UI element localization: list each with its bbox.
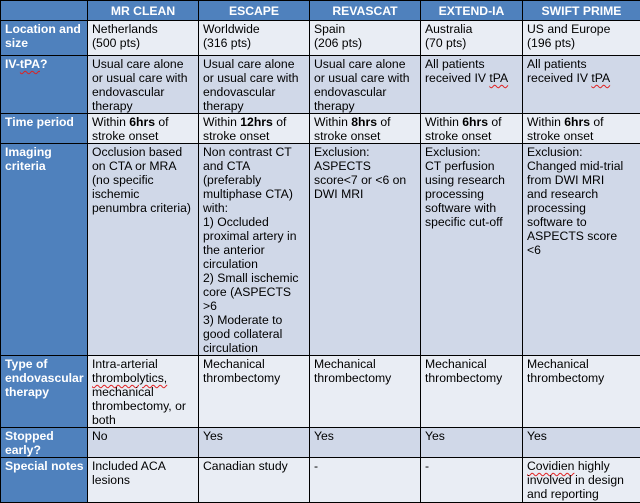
cell-text-line: software to bbox=[527, 215, 587, 229]
cell-iv-tpa-revascat bbox=[310, 56, 421, 114]
row-header-line: therapy bbox=[5, 385, 50, 399]
row-header-line: Special notes bbox=[5, 459, 84, 473]
column-header-revascat: REVASCAT bbox=[310, 1, 421, 21]
cell-text-line: - bbox=[425, 459, 430, 473]
cell-text-line: (196 pts) bbox=[527, 36, 576, 50]
cell-text-line: Yes bbox=[425, 429, 445, 443]
column-header-swift-prime: SWIFT PRIME bbox=[523, 1, 640, 21]
table-row-type-of-endovascular-therapy bbox=[1, 356, 640, 428]
cell-text-line: proximal artery in bbox=[203, 229, 297, 243]
cell-text-line: >6 bbox=[203, 299, 217, 313]
cell-text-line: processing bbox=[527, 201, 586, 215]
cell-special-notes-swift-prime bbox=[523, 458, 640, 503]
row-header-line: Time period bbox=[5, 115, 74, 129]
cell-special-notes-revascat bbox=[310, 458, 421, 503]
cell-special-notes-mr-clean bbox=[88, 458, 199, 503]
cell-imaging-criteria-mr-clean bbox=[88, 144, 199, 356]
cell-text-line: therapy bbox=[92, 99, 133, 113]
cell-imaging-criteria-swift-prime bbox=[523, 144, 640, 356]
cell-iv-tpa-escape bbox=[199, 56, 310, 114]
table-body bbox=[1, 1, 640, 503]
cell-text-line: or usual care with bbox=[314, 71, 410, 85]
cell-type-of-endovascular-therapy-revascat bbox=[310, 356, 421, 428]
cell-text-line: thrombectomy bbox=[314, 371, 392, 385]
cell-text-line: Exclusion: bbox=[425, 145, 481, 159]
cell-text-line: DWI MRI bbox=[314, 187, 364, 201]
cell-text-line: specific cut-off bbox=[425, 215, 503, 229]
cell-special-notes-escape bbox=[199, 458, 310, 503]
cell-text-line: Yes bbox=[203, 429, 223, 443]
column-header-mr-clean: MR CLEAN bbox=[88, 1, 199, 21]
cell-type-of-endovascular-therapy-mr-clean bbox=[88, 356, 199, 428]
cell-text-line: 1) Occluded bbox=[203, 215, 269, 229]
cell-text-line: (500 pts) bbox=[92, 36, 141, 50]
cell-text-line: Within 6hrs of bbox=[527, 115, 604, 129]
cell-text-line: (no specific bbox=[92, 173, 154, 187]
cell-text-line: stroke onset bbox=[527, 129, 594, 143]
table-row-location-and-size bbox=[1, 21, 640, 56]
cell-text-line: on CTA or MRA bbox=[92, 159, 177, 173]
cell-text-line: (316 pts) bbox=[203, 36, 252, 50]
cell-text-line: Mechanical bbox=[203, 357, 265, 371]
cell-location-and-size-revascat bbox=[310, 21, 421, 56]
row-header-line: criteria bbox=[5, 159, 46, 173]
cell-type-of-endovascular-therapy-swift-prime bbox=[523, 356, 640, 428]
cell-imaging-criteria-extend-ia bbox=[421, 144, 523, 356]
table-row-iv-tpa bbox=[1, 56, 640, 114]
cell-text-line: the anterior bbox=[203, 243, 265, 257]
cell-text-line: Within 12hrs of bbox=[203, 115, 287, 129]
cell-text-line: mechanical bbox=[92, 385, 154, 399]
table-row-time-period bbox=[1, 114, 640, 144]
cell-text-line: Mechanical bbox=[314, 357, 376, 371]
cell-text-line: Worldwide bbox=[203, 22, 260, 36]
cell-text-line: penumbra criteria) bbox=[92, 201, 191, 215]
cell-text-line: received IV tPA bbox=[527, 71, 611, 85]
cell-text-line: Exclusion: bbox=[314, 145, 370, 159]
cell-text-line: received IV tPA bbox=[425, 71, 509, 85]
header-row bbox=[1, 1, 640, 21]
cell-text-line: No bbox=[92, 429, 108, 443]
row-header-line: Stopped bbox=[5, 429, 54, 443]
corner-cell bbox=[1, 1, 88, 21]
cell-location-and-size-extend-ia bbox=[421, 21, 523, 56]
cell-text-line: Yes bbox=[314, 429, 334, 443]
table-row-special-notes bbox=[1, 458, 640, 503]
cell-type-of-endovascular-therapy-extend-ia bbox=[421, 356, 523, 428]
cell-text-line: thrombectomy bbox=[425, 371, 503, 385]
cell-text-line: ischemic bbox=[92, 187, 140, 201]
cell-text-line: Within 6hrs of bbox=[92, 115, 169, 129]
cell-text-line: Spain bbox=[314, 22, 346, 36]
cell-time-period-extend-ia bbox=[421, 114, 523, 144]
cell-text-line: CT perfusion bbox=[425, 159, 495, 173]
cell-text-line: (70 pts) bbox=[425, 36, 467, 50]
cell-time-period-escape bbox=[199, 114, 310, 144]
cell-location-and-size-swift-prime bbox=[523, 21, 640, 56]
cell-text-line: processing bbox=[425, 187, 484, 201]
cell-iv-tpa-mr-clean bbox=[88, 56, 199, 114]
cell-text-line: circulation bbox=[203, 257, 258, 271]
cell-text-line: Within 8hrs of bbox=[314, 115, 391, 129]
cell-text-line: ASPECTS bbox=[314, 159, 371, 173]
cell-special-notes-extend-ia bbox=[421, 458, 523, 503]
cell-text-line: Within 6hrs of bbox=[425, 115, 502, 129]
cell-text-line: Mechanical bbox=[425, 357, 487, 371]
cell-text-line: All patients bbox=[527, 57, 587, 71]
column-header-escape: ESCAPE bbox=[199, 1, 310, 21]
cell-text-line: stroke onset bbox=[92, 129, 159, 143]
cell-text-line: and CTA bbox=[203, 159, 251, 173]
row-header-special-notes bbox=[1, 458, 88, 503]
row-header-stopped-early bbox=[1, 428, 88, 458]
cell-text-line: stroke onset bbox=[425, 129, 492, 143]
row-header-line: Location and bbox=[5, 22, 81, 36]
cell-time-period-mr-clean bbox=[88, 114, 199, 144]
cell-text-line: thrombectomy, or bbox=[92, 399, 186, 413]
cell-text-line: Canadian study bbox=[203, 459, 288, 473]
cell-text-line: and research bbox=[527, 187, 599, 201]
cell-text-line: Usual care alone bbox=[314, 57, 406, 71]
cell-text-line: (206 pts) bbox=[314, 36, 363, 50]
cell-text-line: 3) Moderate to bbox=[203, 313, 283, 327]
cell-text-line: Exclusion: bbox=[527, 145, 583, 159]
cell-text-line: good collateral bbox=[203, 327, 283, 341]
cell-text-line: endovascular bbox=[314, 85, 387, 99]
row-header-line: Imaging bbox=[5, 145, 52, 159]
cell-text-line: or usual care with bbox=[203, 71, 299, 85]
cell-text-line: (preferably bbox=[203, 173, 262, 187]
table-row-imaging-criteria bbox=[1, 144, 640, 356]
cell-text-line: software with bbox=[425, 201, 497, 215]
cell-stopped-early-swift-prime bbox=[523, 428, 640, 458]
cell-text-line: Occlusion based bbox=[92, 145, 183, 159]
cell-text-line: stroke onset bbox=[314, 129, 381, 143]
cell-stopped-early-escape bbox=[199, 428, 310, 458]
cell-text-line: <6 bbox=[527, 243, 541, 257]
cell-text-line: Netherlands bbox=[92, 22, 158, 36]
row-header-line: endovascular bbox=[5, 371, 84, 385]
cell-text-line: Non contrast CT bbox=[203, 145, 292, 159]
cell-stopped-early-extend-ia bbox=[421, 428, 523, 458]
row-header-location-and-size bbox=[1, 21, 88, 56]
cell-text-line: multiphase CTA) bbox=[203, 187, 293, 201]
cell-time-period-revascat bbox=[310, 114, 421, 144]
row-header-type-of-endovascular-therapy bbox=[1, 356, 88, 428]
row-header-line: IV-tPA? bbox=[5, 57, 48, 71]
row-header-line: size bbox=[5, 36, 29, 50]
row-header-line: early? bbox=[5, 443, 41, 457]
cell-text-line: Covidien highly bbox=[527, 459, 610, 473]
cell-text-line: Usual care alone bbox=[92, 57, 184, 71]
cell-time-period-swift-prime bbox=[523, 114, 640, 144]
cell-text-line: therapy bbox=[314, 99, 355, 113]
cell-text-line: using research bbox=[425, 173, 505, 187]
cell-text-line: Yes bbox=[527, 429, 547, 443]
row-header-iv-tpa bbox=[1, 56, 88, 114]
cell-text-line: lesions bbox=[92, 473, 130, 487]
cell-text-line: score<7 or <6 on bbox=[314, 173, 407, 187]
cell-imaging-criteria-revascat bbox=[310, 144, 421, 356]
cell-text-line: thrombectomy bbox=[203, 371, 281, 385]
cell-text-line: from DWI MRI bbox=[527, 173, 605, 187]
cell-stopped-early-mr-clean bbox=[88, 428, 199, 458]
cell-iv-tpa-extend-ia bbox=[421, 56, 523, 114]
cell-text-line: or usual care with bbox=[92, 71, 188, 85]
cell-text-line: endovascular bbox=[203, 85, 276, 99]
cell-location-and-size-mr-clean bbox=[88, 21, 199, 56]
cell-location-and-size-escape bbox=[199, 21, 310, 56]
cell-text-line: core (ASPECTS bbox=[203, 285, 292, 299]
cell-text-line: endovascular bbox=[92, 85, 165, 99]
cell-text-line: involved in design bbox=[527, 473, 624, 487]
cell-text-line: Included ACA bbox=[92, 459, 166, 473]
cell-text-line: Mechanical bbox=[527, 357, 589, 371]
cell-text-line: with: bbox=[203, 201, 229, 215]
cell-type-of-endovascular-therapy-escape bbox=[199, 356, 310, 428]
row-header-time-period bbox=[1, 114, 88, 144]
cell-text-line: and reporting bbox=[527, 487, 599, 501]
cell-text-line: - bbox=[314, 459, 319, 473]
cell-text-line: stroke onset bbox=[203, 129, 270, 143]
cell-text-line: Intra-arterial bbox=[92, 357, 158, 371]
row-header-line: Type of bbox=[5, 357, 48, 371]
column-header-extend-ia: EXTEND-IA bbox=[421, 1, 523, 21]
cell-text-line: thrombectomy bbox=[527, 371, 605, 385]
cell-imaging-criteria-escape bbox=[199, 144, 310, 356]
cell-text-line: 2) Small ischemic bbox=[203, 271, 299, 285]
cell-text-line: Usual care alone bbox=[203, 57, 295, 71]
cell-text-line: Australia bbox=[425, 22, 473, 36]
row-header-imaging-criteria bbox=[1, 144, 88, 356]
cell-text-line: All patients bbox=[425, 57, 485, 71]
cell-text-line: both bbox=[92, 413, 116, 427]
cell-text-line: thrombolytics, bbox=[92, 371, 168, 385]
table-row-stopped-early bbox=[1, 428, 640, 458]
cell-text-line: ASPECTS score bbox=[527, 229, 618, 243]
cell-text-line: circulation bbox=[203, 341, 258, 355]
cell-text-line: therapy bbox=[203, 99, 244, 113]
cell-text-line: Changed mid-trial bbox=[527, 159, 624, 173]
cell-iv-tpa-swift-prime bbox=[523, 56, 640, 114]
cell-text-line: US and Europe bbox=[527, 22, 611, 36]
cell-stopped-early-revascat bbox=[310, 428, 421, 458]
